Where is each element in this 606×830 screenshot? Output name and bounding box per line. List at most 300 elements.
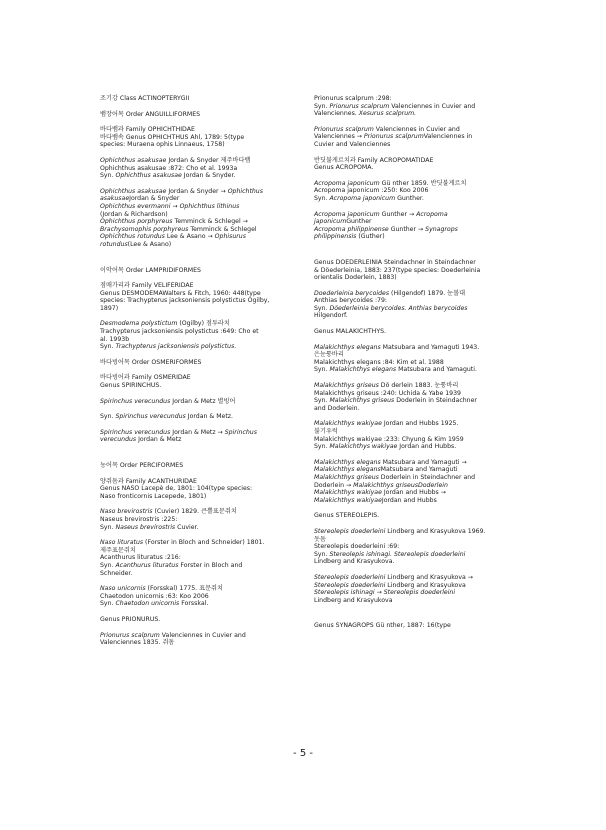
text-paragraph	[100, 320, 315, 350]
text-run: Genus ACROPOMA.	[314, 164, 374, 172]
text-line	[100, 413, 315, 421]
species-name: Malakichthys wakiyae	[314, 496, 382, 504]
text-line	[100, 554, 315, 562]
text-run: species: Trachypterus jacksoniensis polystictus Ogilby,	[100, 297, 270, 305]
text-run: Acanthurus lituratus :216:	[100, 554, 181, 562]
text-line	[314, 528, 522, 536]
species-name: Acropoma japonicum	[314, 210, 380, 218]
text-run: (Forster in Bloch and Schneider) 1801.	[143, 539, 265, 547]
text-run: Forsskal.	[179, 600, 209, 608]
text-line	[314, 489, 522, 497]
text-line	[100, 539, 315, 547]
text-line	[100, 126, 315, 134]
text-line	[100, 95, 315, 103]
text-run: Jordan & Metz.	[185, 413, 233, 421]
text-paragraph	[314, 328, 522, 336]
text-run: Gunther	[346, 218, 372, 226]
species-name: Ophichthus	[227, 187, 263, 195]
left-column	[100, 95, 315, 647]
text-run: Cuvier.	[175, 523, 199, 531]
text-line	[100, 374, 315, 382]
text-run: & Döederleinia, 1883: 237(type species: Doederleinia	[314, 266, 481, 274]
text-paragraph	[100, 267, 315, 275]
text-line	[314, 218, 522, 226]
text-line	[100, 211, 315, 219]
text-run: Syn.	[100, 413, 116, 421]
text-line	[100, 570, 315, 578]
text-line	[314, 589, 522, 597]
text-paragraph	[100, 374, 315, 389]
text-line	[100, 141, 315, 149]
species-name: japonicum	[314, 218, 347, 226]
text-line	[314, 305, 522, 313]
text-run: Jordan and Hubbs.	[397, 443, 457, 451]
species-name: philippinensis	[314, 233, 357, 241]
text-run: (Lee & Asano)	[127, 240, 172, 248]
species-name: Acropoma japonicum	[329, 194, 396, 202]
text-run: 농어목 Order PERCIFORMES	[100, 462, 184, 469]
text-run: 뱀장어목 Order ANGUILLIFORMES	[100, 110, 201, 118]
species-name: Stereolepis doederleini	[314, 581, 386, 589]
text-line	[100, 241, 315, 249]
text-line	[100, 195, 315, 203]
text-line	[314, 497, 522, 505]
text-line	[314, 551, 522, 559]
page-number: - 5 -	[293, 748, 313, 759]
text-line	[100, 218, 315, 226]
text-run: Doderlein in Steindachner	[394, 397, 477, 405]
text-paragraph	[100, 585, 315, 608]
text-run: Lee & Asano →	[164, 233, 215, 241]
text-run: →	[374, 589, 384, 597]
text-run: Syn.	[314, 102, 330, 110]
text-line	[314, 582, 522, 590]
text-line	[314, 290, 522, 298]
text-line	[314, 180, 522, 188]
text-run: Genus MALAKICHTHYS.	[314, 328, 386, 336]
species-name: Stereolepis doederleini	[314, 527, 386, 535]
text-run: Malakichthys griseus :240: Uchida & Yabe 1939	[314, 389, 461, 397]
text-run: 바다빙어목 Order OSMERIFORMES	[100, 358, 202, 366]
text-run: Trachypterus jacksoniensis polystictus :649: Cho et	[100, 328, 259, 336]
text-run: (Jordan & Richardson)	[100, 210, 168, 218]
text-paragraph	[314, 459, 522, 505]
right-column	[314, 95, 522, 630]
text-run: Jordan & Snyder →	[166, 187, 228, 195]
text-line	[314, 312, 522, 320]
text-line	[100, 343, 315, 351]
species-name: Malakichthys elegans	[314, 343, 381, 351]
text-run: →	[170, 202, 180, 210]
species-name: Acropoma philippinense	[314, 225, 389, 233]
text-run: Valenciennes in Cuvier and	[373, 125, 460, 133]
text-line	[314, 558, 522, 566]
text-line	[100, 632, 315, 640]
text-run: Matsubara and Yamaguti 1943.	[380, 343, 480, 351]
text-line	[314, 141, 522, 149]
text-paragraph	[100, 413, 315, 421]
text-run: 바다뱀과 Family OPHICHTHIDAE	[100, 126, 195, 134]
text-run: (Hilgendof) 1879. 눈볼대	[389, 289, 466, 297]
species-name: Naso lituratus	[100, 539, 144, 547]
text-paragraph	[100, 429, 315, 444]
text-paragraph	[314, 512, 522, 520]
text-run: 은눈퉁바리	[314, 351, 344, 359]
text-line	[100, 297, 315, 305]
text-line	[100, 429, 315, 437]
species-name: Malakichthys griseus	[329, 397, 395, 405]
text-run: 제주표문쥐치	[100, 546, 136, 554]
text-run: Syn.	[314, 366, 330, 374]
text-run: Valenciennes 1835. 쥐돔	[100, 639, 175, 647]
species-name: Ophichthus lithinus	[179, 202, 240, 210]
species-name: Ophichthus porphyreus	[100, 218, 173, 226]
text-line	[314, 443, 522, 451]
text-run: Stereolepis doederleini :69:	[314, 543, 400, 551]
text-line	[100, 485, 315, 493]
text-run: Matsubara and Yamaguti →	[380, 458, 467, 466]
text-line	[314, 466, 522, 474]
species-name: Ophichthus asakusae	[100, 187, 167, 195]
species-name: Prionurus scalprum	[314, 125, 374, 133]
text-line	[100, 305, 315, 313]
text-run: Acropoma japonicum :250: Koo 2006	[314, 187, 429, 195]
text-run: Jordan & Metz 별빙어	[170, 397, 236, 405]
species-name: Ophichthus asakusae	[115, 172, 182, 180]
species-name: Malakichthys wakiyae	[329, 443, 398, 451]
text-line	[314, 543, 522, 551]
text-run: Jordan and Hubbs	[381, 496, 437, 504]
text-line	[314, 187, 522, 195]
text-line	[314, 382, 522, 390]
text-line	[100, 382, 315, 390]
species-name: Malakichthys griseusDoderlein	[353, 481, 448, 489]
text-paragraph	[314, 290, 522, 320]
text-paragraph	[314, 574, 522, 604]
species-name: Acropoma	[416, 210, 448, 218]
text-run: Syn.	[314, 443, 330, 451]
text-paragraph	[314, 382, 522, 412]
text-run: 1897)	[100, 304, 119, 312]
species-name: Malakichthys wakiyae	[314, 489, 382, 497]
species-name: Spirinchus verecundus	[115, 413, 186, 421]
text-run: Syn.	[314, 304, 330, 312]
text-run: Dö derlein 1883. 눈퉁바리	[378, 382, 459, 390]
text-run: Schneider.	[100, 569, 133, 577]
species-name: Trachypterus jacksoniensis polystictus.	[115, 343, 237, 351]
text-paragraph	[314, 126, 522, 149]
text-run: Genus DOEDERLEINIA Steindachner in Steindachner	[314, 258, 476, 266]
text-run: (Guther)	[356, 233, 385, 241]
species-name: Prionurus scalprum	[100, 631, 160, 639]
text-run: species: Muraena ophis Linnaeus, 1758)	[100, 141, 225, 149]
text-run: Lindberg and Krasyukova →	[385, 573, 473, 581]
text-run: Gunther.	[395, 194, 424, 202]
text-run: Malakichthys elegans :84: Kim et al. 1988	[314, 358, 444, 366]
text-line	[100, 562, 315, 570]
text-line	[100, 111, 315, 119]
text-run: 바다빙어과 Family OSMERIDAE	[100, 374, 191, 382]
text-run: Matsubara and Yamaguti.	[396, 366, 477, 374]
text-run: Jordan & Metz →	[170, 428, 225, 436]
text-paragraph	[100, 95, 315, 103]
text-run: Hilgendorf.	[314, 312, 348, 320]
text-line	[100, 233, 315, 241]
text-run: Prionurus scalprum :298:	[314, 95, 392, 102]
text-line	[314, 211, 522, 219]
species-name: Brachysomophis porphyreus	[100, 225, 189, 233]
species-name: asakusae	[100, 195, 130, 203]
text-line	[100, 188, 315, 196]
text-line	[100, 600, 315, 608]
text-run: Genus PRIONURUS.	[100, 615, 161, 623]
text-run: Genus STEREOLEPIS.	[314, 512, 380, 520]
text-line	[314, 267, 522, 275]
text-line	[314, 474, 522, 482]
species-name: Desmodema polystictum	[100, 320, 178, 328]
text-run: Cuvier and Valenciennes	[314, 140, 391, 148]
text-run: Jordan & Metz	[136, 436, 182, 444]
text-line	[314, 397, 522, 405]
text-line	[314, 233, 522, 241]
text-line	[314, 110, 522, 118]
text-line	[100, 493, 315, 501]
text-run: Valenciennes in Cuvier and	[159, 631, 246, 639]
text-paragraph	[314, 528, 522, 566]
text-line	[314, 366, 522, 374]
text-run: Doderlein →	[314, 481, 354, 489]
text-run: Ophichthus asakusae :872: Cho et al. 1993a	[100, 164, 238, 172]
species-name: Ophichthus rotundus	[100, 233, 165, 241]
species-name: Ophichthus asakusae	[100, 156, 167, 164]
text-run: Jordan and Hubbs 1925.	[381, 420, 459, 428]
text-line	[100, 267, 315, 275]
text-paragraph	[100, 632, 315, 647]
text-line	[314, 351, 522, 359]
text-line	[314, 428, 522, 436]
text-line	[314, 512, 522, 520]
text-run: Jordan & Snyder 제주바다뱀	[166, 156, 251, 164]
text-line	[100, 616, 315, 624]
species-name: Ophichthus evermanni	[100, 202, 171, 210]
text-run: Lindberg and Krasyukova	[385, 581, 466, 589]
species-name: Stereolepis ishinagi. Stereolepis doederleini	[329, 550, 466, 558]
text-run: Valenciennes →	[314, 133, 364, 141]
species-name: Prionurus scalprum	[363, 133, 424, 141]
text-run: Jordan & Snyder.	[181, 172, 236, 180]
text-run: 양쥐돔과 Family ACANTHURIDAE	[100, 477, 197, 485]
species-name: Spirinchus verecundus	[100, 428, 171, 436]
species-name: Naso unicornis	[100, 585, 146, 593]
text-run: Doderlein in Steindachner and	[378, 473, 476, 481]
species-name: Malakichthys wakiyae	[314, 420, 382, 428]
text-line	[314, 274, 522, 282]
text-run: Forster in Bloch and	[178, 561, 243, 569]
species-name: Malakichthys elegans	[314, 458, 381, 466]
text-run: (Forsskal) 1775. 표문쥐치	[145, 585, 224, 593]
text-run: Syn.	[100, 523, 116, 531]
text-run: Naso fronticornis Lacepede, 1801)	[100, 492, 207, 500]
text-line	[314, 536, 522, 544]
text-run: Valenciennes.	[314, 110, 359, 118]
text-line	[314, 157, 522, 165]
text-run: Syn.	[314, 550, 330, 558]
text-run: al. 1993b	[100, 335, 130, 343]
text-run: Syn.	[100, 600, 116, 608]
text-paragraph	[100, 359, 315, 367]
species-name: Stereolepis doederleini	[383, 589, 456, 597]
text-line	[314, 95, 522, 103]
text-run: Syn.	[314, 397, 330, 405]
species-name: Spirinchus	[224, 428, 257, 436]
text-run: 점매가리과 Family VELIFERIDAE	[100, 282, 194, 290]
text-line	[100, 320, 315, 328]
text-paragraph	[314, 211, 522, 241]
text-paragraph	[100, 157, 315, 180]
text-paragraph	[314, 259, 522, 282]
text-run: 돗돔	[314, 535, 326, 543]
text-line	[314, 259, 522, 267]
species-name: Malakichthys griseus	[314, 473, 379, 481]
species-name: Ophisurus	[214, 233, 246, 241]
text-run: Valenciennes in	[423, 133, 473, 141]
text-run: (Ogilby) 점투라치	[177, 320, 230, 328]
text-paragraph	[100, 188, 315, 249]
text-run: Jordan & Snyder	[129, 195, 180, 203]
text-run: Genus SPIRINCHUS.	[100, 382, 162, 390]
species-name: Malakichthys elegans	[329, 366, 397, 374]
species-name: Xesurus scalprum.	[358, 110, 417, 118]
text-run: Naseus brevirostris :225:	[100, 515, 178, 523]
text-line	[100, 639, 315, 647]
text-run: Gunther →	[379, 210, 417, 218]
text-line	[100, 157, 315, 165]
species-name: Chaetodon unicornis	[115, 600, 180, 608]
text-run: 이악어목 Order LAMPRIDIFORMES	[100, 266, 201, 274]
text-run: 반딧불게르치과 Family ACROPOMATIDAE	[314, 156, 434, 164]
text-paragraph	[100, 539, 315, 577]
text-run: 조기강 Class ACTINOPTERYGII	[100, 95, 190, 102]
text-run: Syn.	[314, 194, 330, 202]
text-run: Lindberg and Krasyukova	[314, 596, 393, 604]
text-line	[314, 574, 522, 582]
text-run: Syn.	[100, 343, 116, 351]
text-run: Genus NASO Lacepè de, 1801: 104(type species:	[100, 485, 253, 493]
species-name: Naso brevirostris	[100, 508, 153, 516]
text-line	[314, 126, 522, 134]
species-name: Naseus brevirostris	[115, 523, 176, 531]
text-line	[100, 328, 315, 336]
text-line	[314, 103, 522, 111]
text-line	[100, 436, 315, 444]
text-run: (Cuvier) 1829. 큰뿔표문쥐치	[152, 508, 237, 516]
species-name: verecundus	[100, 436, 137, 444]
text-run: Anthias berycoides :79:	[314, 297, 388, 305]
text-run: Jordan and Hubbs →	[381, 489, 446, 497]
species-name: rotundus	[100, 240, 128, 248]
text-paragraph	[100, 282, 315, 312]
text-paragraph	[100, 478, 315, 501]
text-line	[314, 405, 522, 413]
text-line	[100, 172, 315, 180]
text-run: Gunther →	[388, 225, 426, 233]
text-line	[100, 282, 315, 290]
text-run: Gü nther 1859. 반딧불게르치	[379, 179, 467, 187]
text-paragraph	[314, 622, 522, 630]
text-run: Lindberg and Krasyukova 1969.	[385, 527, 486, 535]
text-run: Temminck & Schlegel →	[172, 218, 248, 226]
text-line	[100, 585, 315, 593]
text-line	[314, 195, 522, 203]
text-run: 바다뱀속 Genus OPHICHTHUS Ahl, 1789: 5(type	[100, 133, 245, 141]
text-paragraph	[100, 111, 315, 119]
text-run: Temminck & Schlegel	[188, 225, 257, 233]
species-name: Malakichthys elegans	[314, 466, 381, 474]
text-line	[100, 290, 315, 298]
text-run: Genus DESMODEMAWalters & Fitch, 1960: 448(type	[100, 289, 261, 297]
text-run: 불기우럭	[314, 428, 338, 435]
text-run: Malakichthys wakiyae :233: Chyung & Kim 1959	[314, 435, 464, 443]
text-line	[100, 134, 315, 142]
text-run: Valenciennes in Cuvier and	[389, 102, 476, 110]
text-run: Chaetodon unicornis :63: Koo 2006	[100, 592, 209, 600]
text-line	[314, 597, 522, 605]
text-run: Matsubara and Yamaguti	[380, 466, 458, 474]
species-name: Malakichthys griseus	[314, 382, 379, 390]
text-line	[100, 516, 315, 524]
text-line	[100, 359, 315, 367]
species-name: Stereolepis ishinagi	[314, 589, 375, 597]
species-name: Acropoma japonicum	[314, 179, 380, 187]
text-run: Genus SYNAGROPS Gü nther, 1887: 16(type	[314, 622, 451, 630]
text-line	[314, 226, 522, 234]
species-name: Döederleinia berycoides. Anthias berycoides	[329, 304, 468, 312]
text-line	[314, 420, 522, 428]
species-name: Doederleinia berycoides	[314, 289, 390, 297]
text-paragraph	[100, 126, 315, 149]
text-line	[314, 344, 522, 352]
species-name: Stereolepis doederleini	[314, 573, 386, 581]
text-line	[314, 622, 522, 630]
text-line	[100, 547, 315, 555]
text-line	[100, 203, 315, 211]
text-run: Lindberg and Krasyukova.	[314, 558, 395, 566]
text-paragraph	[100, 616, 315, 624]
text-line	[314, 297, 522, 305]
text-run: Syn.	[100, 172, 116, 180]
text-paragraph	[314, 95, 522, 118]
text-paragraph	[100, 508, 315, 531]
text-line	[314, 164, 522, 172]
text-paragraph	[100, 398, 315, 406]
text-line	[314, 133, 522, 141]
text-run: and Doderlein.	[314, 404, 360, 412]
text-paragraph	[314, 180, 522, 203]
species-name: Prionurus scalprum	[329, 102, 390, 110]
species-name: Spirinchus verecundus	[100, 397, 171, 405]
text-paragraph	[314, 157, 522, 172]
text-line	[100, 398, 315, 406]
text-run: Syn.	[100, 561, 116, 569]
text-line	[100, 508, 315, 516]
text-line	[314, 328, 522, 336]
text-paragraph	[100, 462, 315, 470]
species-name: Synagrops	[425, 225, 458, 233]
text-line	[100, 462, 315, 470]
text-run: orientalis Doderlein, 1883)	[314, 274, 397, 282]
text-paragraph	[314, 344, 522, 374]
text-paragraph	[314, 420, 522, 450]
